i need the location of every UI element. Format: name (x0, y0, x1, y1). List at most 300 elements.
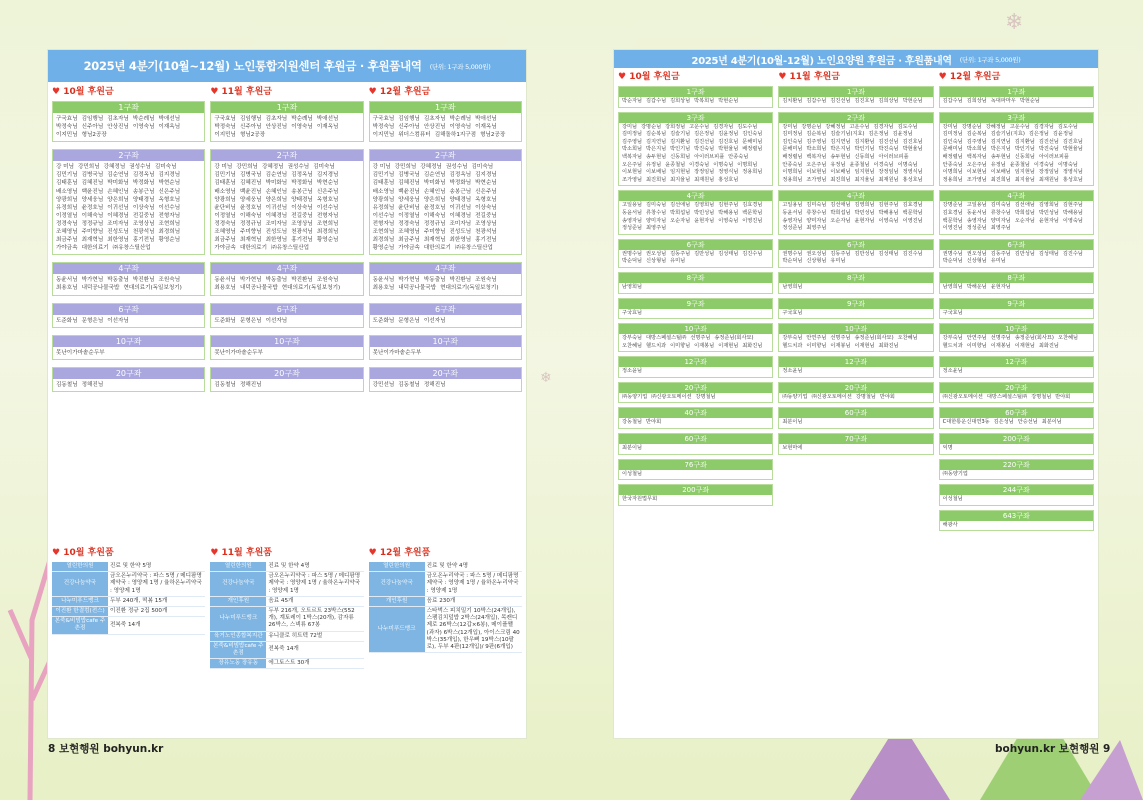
group-header: 12구좌 (619, 357, 772, 367)
donor-name: 현대의료기(독일보청기) (281, 285, 341, 292)
donor-name: 김미숙님 (471, 164, 494, 171)
donor-name: 안연주님 (806, 335, 827, 342)
group-header: 2구좌 (370, 150, 521, 161)
month-heading (210, 85, 363, 99)
donor-name: 김진수님 (742, 250, 763, 257)
donor-name: 박순덕님 (622, 258, 643, 265)
donor-name: 가야금속 (398, 245, 420, 252)
donor-name: 강 미님 (56, 164, 74, 171)
donor-name: 최재원님 (878, 176, 899, 183)
donor-name: 신은주님 (158, 188, 181, 195)
donor-name: 대한의료기 (423, 245, 451, 252)
donor-list (940, 250, 1093, 267)
donor-name: 최지율님 (1014, 176, 1035, 183)
donor-name: 김미숙님 (806, 202, 827, 209)
donor-name: 강민희님 (394, 164, 417, 171)
donor-name: 진성도님 (107, 229, 129, 236)
donor-name: 이지민님 (214, 132, 236, 139)
donor-name: 이영숙님 (878, 217, 899, 224)
group-header: 20구좌 (619, 383, 772, 393)
donor-name: 남영희님 (782, 283, 803, 290)
donor-list (940, 123, 1093, 186)
donor-name: 동윤서님 (622, 209, 643, 216)
donor-name: 정해진님 (81, 381, 104, 388)
donor-name: 김진호님 (718, 138, 739, 145)
group-header: 20구좌 (940, 383, 1093, 393)
group-header: 220구좌 (940, 460, 1093, 470)
donor-list (370, 347, 521, 359)
donor-group (778, 112, 933, 187)
donor-name: 이지민님 (56, 132, 78, 139)
donor-name: 정용희님 (742, 169, 763, 176)
donor-name: 정성준님 (782, 225, 803, 232)
group-header: 6구좌 (619, 240, 772, 250)
donor-name: 고일용님 (622, 202, 643, 209)
donor-name: 임지현님 (1014, 169, 1035, 176)
donor-name: 박정화님 (132, 180, 155, 187)
group-header: 643구좌 (940, 511, 1093, 521)
donor-name: 강미님 (782, 123, 798, 130)
donor-name: 박현순님 (1019, 98, 1040, 104)
donor-name: 강 미님 (372, 164, 391, 171)
donor-name: 신주아님 (81, 124, 104, 131)
donor-name: 최진희님 (830, 176, 851, 183)
donor-name: 최영주님 (646, 225, 667, 232)
donor-name: 최영주님 (806, 225, 827, 232)
group-header: 244구좌 (940, 485, 1093, 495)
donor-name: 이명희님 (782, 169, 803, 176)
donor-name: 정성준님 (966, 225, 987, 232)
heart-icon: ♥ (52, 87, 64, 97)
donor-name: 선명주님 (990, 335, 1011, 342)
donor-name: 신은주님 (316, 188, 339, 195)
donor-name: 김미숙님 (154, 164, 177, 171)
donor-group (939, 356, 1094, 378)
donor-name: 김만성님 (854, 250, 875, 257)
heart-icon: ♥ (210, 548, 222, 558)
donor-name: 최한영님 (107, 237, 129, 244)
donor-name: 이재봉님 (830, 342, 851, 349)
donor-list (940, 283, 1093, 293)
donor-name: 장정임님 (1038, 169, 1059, 176)
donor-list (619, 367, 772, 377)
donor-name: 강민선님 (372, 381, 395, 388)
donor-name: 조영상님 (475, 220, 497, 227)
month-label: 11월 후원금 (221, 87, 272, 97)
donor-name: 한국자원법무회 (622, 496, 658, 503)
donor-list (370, 161, 521, 254)
donor-name: 대한의료기 (81, 245, 109, 252)
goods-item: 스타벅스 피치밀기 10박스(24개입), 스팸김치덮밥 2박스(24개입), 목캔디 제로 26박스(12갑×6봉), 메이플쨀(과자) 6박스(12개입), 아이스크림 40박스(35개입), 한우뼈 19박스(10팔로), 두부 4판(12개입)/ 9판(6개입) (425, 607, 522, 653)
donor-name: 안종숙님 (942, 161, 963, 168)
donor-name: 이혜경님 (449, 212, 472, 219)
group-header: 9구좌 (619, 299, 772, 309)
donor-name: 박민성님 (854, 209, 875, 216)
donor-name: 이명희님 (942, 169, 963, 176)
donor-name: 박희섭님 (670, 209, 691, 216)
donor-group (369, 303, 522, 328)
donor-name: 김미정님 (782, 131, 803, 138)
donor-name: 김주영님 (806, 138, 827, 145)
donor-group (618, 484, 773, 506)
donor-name: 최경희님 (158, 229, 181, 236)
donor-name: 김은성님 (993, 419, 1014, 426)
donor-name: 김효경님 (742, 202, 763, 209)
donor-name: 이재현님 (1014, 342, 1035, 349)
donor-name: 김미정님 (942, 131, 963, 138)
donor-name: 김지환님 (670, 138, 691, 145)
donor-name: 이영숙님 (132, 124, 155, 131)
donor-name: 김인숙님 (942, 138, 963, 145)
donor-name: 이성철님 (942, 496, 963, 503)
donor-name: 강명철님 (695, 393, 716, 400)
donor-org: 열린한의원 (52, 562, 108, 572)
donor-name: 이해숙님 (423, 212, 446, 219)
group-header: 9구좌 (940, 299, 1093, 309)
group-header: 4구좌 (940, 191, 1093, 201)
group-header: 10구좌 (940, 324, 1093, 334)
donor-group (369, 335, 522, 360)
left-page (48, 50, 526, 738)
donor-name: 박현순님 (718, 98, 739, 104)
donor-group (939, 407, 1094, 429)
donor-list (619, 418, 772, 428)
donor-name: 이미향님 (670, 342, 691, 349)
donor-name: 주미향님 (81, 229, 104, 236)
donor-name: 조현희님 (158, 220, 181, 227)
donor-name: 김해돌하1지구점 (434, 132, 477, 139)
group-header: 1구좌 (370, 102, 521, 113)
donor-name: 박정숙님 (372, 124, 395, 131)
donor-name: 선명주님 (830, 335, 851, 342)
donor-group (939, 298, 1094, 320)
donor-name: 이명희님 (737, 161, 758, 168)
donor-name: 김혜진님 (81, 180, 104, 187)
donor-name: 정경숙님 (214, 220, 236, 227)
donor-name: 류창수님 (646, 209, 667, 216)
donor-name: 강민희님 (236, 164, 258, 171)
donor-name: 박진환님 (291, 277, 313, 284)
group-header: 8구좌 (940, 273, 1093, 283)
donor-name: 김지경님 (475, 172, 497, 179)
donor-name: 이영진님 (942, 225, 963, 232)
donor-name: 신주아님 (239, 124, 262, 131)
donor-name: 이귀선님 (449, 204, 472, 211)
donor-name: C대한통운신대연3동 (942, 419, 990, 426)
donor-name: 최지율님 (670, 176, 691, 183)
unit-note: (단위: 1구좌 5,000원) (959, 55, 1021, 64)
donor-name: 박정화님 (291, 180, 313, 187)
donor-name: 김미숙님 (646, 202, 667, 209)
donor-list (370, 274, 521, 294)
donor-list (779, 309, 932, 319)
donor-org: 열린한의원 (369, 562, 425, 572)
donor-name: 안승선님 (1017, 419, 1038, 426)
donor-name: 문형은님 (398, 317, 420, 324)
donor-name: 양은희님 (423, 196, 446, 203)
donor-name: 구국효님 (372, 116, 395, 122)
heart-icon: ♥ (368, 87, 380, 97)
donor-name: 김임행님 (81, 116, 104, 122)
donor-group (939, 459, 1094, 481)
donor-name: 윤종철님 (1009, 161, 1030, 168)
donor-name: 김윤정님 (718, 131, 739, 138)
goods-item: 두부 216개, 오트르트 23박스(552개), 계토레이 1박스(20개), 감자류 26박스, 스넥류 67봉 (266, 607, 363, 632)
donor-name: 권오성님 (966, 250, 987, 257)
donor-name: 백복자님 (966, 153, 987, 160)
goods-row (52, 562, 205, 572)
donor-name: 유미님 (670, 258, 686, 265)
month-column (210, 84, 363, 399)
donor-list (940, 444, 1093, 454)
donor-name: 이혜경님 (107, 212, 129, 219)
donor-list (370, 315, 521, 327)
group-header: 3구좌 (940, 113, 1093, 123)
donor-name: 양광희님 (372, 196, 395, 203)
title-text: 2025년 4분기(10월-12월) 노인요양원 후원금 · 후원품내역 (691, 55, 952, 67)
donor-list (940, 393, 1093, 403)
donor-name: 김은정님 (868, 131, 889, 138)
donor-name: 구국효님 (782, 309, 803, 316)
donor-name: ㈜유창스틸산업 (112, 245, 151, 252)
donor-group (618, 356, 773, 378)
donor-name: 이보배님 (990, 169, 1011, 176)
group-header: 4구좌 (53, 263, 204, 274)
donor-name: 김치환님 (782, 98, 803, 104)
donor-name: ㈜동양기업 (622, 393, 648, 400)
donor-name: 반야회 (879, 393, 895, 400)
donor-name: 아이러브피플 (878, 153, 909, 160)
donor-name: 홍성호님 (1062, 176, 1083, 183)
donor-list (779, 250, 932, 267)
footer-right: bohyun.kr 보현행원 9 (995, 743, 1111, 755)
donor-name: 박인기님 (670, 146, 691, 153)
donor-name: 김효경님 (942, 209, 963, 216)
goods-item: 음료 45개 (266, 596, 363, 606)
donor-name: 홍성호님 (718, 176, 739, 183)
donor-name: 이보배님 (646, 169, 667, 176)
donor-name: 박해운님 (966, 283, 987, 290)
donor-name: 박은지님 (990, 146, 1011, 153)
heart-icon: ♥ (618, 72, 630, 82)
donor-name: 못난이가마솥순두부 (372, 349, 422, 356)
goods-row (210, 607, 363, 632)
donor-name: 오찬혜님 (897, 335, 918, 342)
donor-name: 권명수님 (622, 250, 643, 257)
goods-item: 금오온누리약국 : 파스 5명 / 메디팜명제약국 : 영양제 1명 / 율하온누리약국 : 영양제 1명 (266, 572, 363, 597)
donor-name: 정정규님 (423, 220, 446, 227)
donor-name: 신상형님 (646, 258, 667, 265)
donor-group (778, 239, 933, 268)
donor-name: 박진숙님 (694, 146, 715, 153)
donor-name: 이영진님 (902, 217, 923, 224)
donor-name: 최지율님 (854, 176, 875, 183)
donor-list (940, 97, 1093, 107)
donor-name: 박인기님 (1014, 146, 1035, 153)
goods-row (210, 562, 363, 572)
donor-name: 김주영님 (622, 138, 643, 145)
donor-name: 형님2공장 (81, 132, 107, 139)
donor-name: ㈜신광오토메이션 (651, 393, 692, 400)
donor-name: 장정임님 (694, 169, 715, 176)
donor-name: 박복희님 (694, 98, 715, 104)
donor-name: 고일용님 (966, 202, 987, 209)
donor-list (619, 495, 772, 505)
donor-name: 최한영님 (265, 237, 288, 244)
goods-item: 진료 및 한약 5명 (108, 562, 205, 572)
donor-name: 오찬혜님 (1057, 335, 1078, 342)
donor-name: 박현율님 (902, 146, 923, 153)
donor-name: 김만성님 (694, 250, 715, 257)
donor-name: 조가영님 (622, 176, 643, 183)
donor-name: 권오성님 (646, 250, 667, 257)
goods-row (210, 631, 363, 641)
donor-name: 익명 (942, 445, 953, 452)
donor-name: 최재원님 (1038, 176, 1059, 183)
donor-name: 정경숙님 (56, 220, 78, 227)
donor-name: 윤종철님 (665, 161, 686, 168)
donor-name: 전길중님 (475, 212, 497, 219)
group-header: 3구좌 (619, 113, 772, 123)
donor-name: 고운수님 (849, 123, 870, 130)
heart-icon: ♥ (52, 548, 64, 558)
donor-name: 유정님 (990, 161, 1006, 168)
donor-name: 김진선님 (878, 138, 899, 145)
goods-column (369, 545, 522, 669)
donor-name: 김성태님 (1038, 250, 1059, 257)
group-header: 4구좌 (619, 191, 772, 201)
donor-name: 강명철님 (855, 393, 876, 400)
donor-name: 이해숙님 (239, 212, 262, 219)
goods-month-label: 10월 후원품 (63, 548, 114, 558)
group-header: 8구좌 (619, 273, 772, 283)
donor-name: 김민기님 (56, 172, 78, 179)
donor-list (779, 418, 932, 428)
donor-name: 정소윤님 (622, 368, 643, 375)
donor-name: 이영숙님 (291, 124, 313, 131)
money-columns (52, 84, 522, 399)
donor-list (779, 201, 932, 233)
donor-list (619, 283, 772, 293)
donor-org: 본죽&비빔밥cafe 주촌점 (52, 617, 108, 634)
donor-list (619, 470, 772, 480)
donor-name: 박미화님 (423, 180, 446, 187)
goods-columns (52, 545, 522, 669)
donor-name: 정용희님 (782, 176, 803, 183)
donor-name: 정영식님 (902, 169, 923, 176)
donor-name: 최재혁님 (81, 237, 104, 244)
donor-name: 김슬기님(지효) (830, 131, 865, 138)
donor-name: 진성도님 (265, 229, 288, 236)
donor-name: 김은정님 (1028, 131, 1049, 138)
donor-name: 김정옥님 (291, 172, 313, 179)
donor-name: 이재옥님 (158, 124, 181, 131)
donor-name: 송봉근님 (291, 188, 313, 195)
donor-name: 권명수님 (942, 250, 963, 257)
donor-name: 신은주님 (475, 188, 497, 195)
donor-name: 김임행님 (398, 116, 420, 122)
donor-name: 권명수님 (782, 250, 803, 257)
donor-group (210, 367, 363, 392)
donor-list (370, 379, 521, 391)
donor-name: 이명숙님 (713, 161, 734, 168)
goods-item: 진료 및 한약 4명 (425, 562, 522, 572)
donor-name: 주미향님 (423, 229, 446, 236)
donor-name: 송정준님(회사묘) (714, 335, 754, 342)
donor-list (53, 379, 204, 391)
donor-name: 천광석님 (475, 229, 497, 236)
donor-name: 배정렬님 (942, 153, 963, 160)
donor-name: 이영진님 (742, 217, 763, 224)
donor-name: 구국효님 (942, 309, 963, 316)
donor-name: 유정님 (830, 161, 846, 168)
donor-name: 보현마에 (782, 445, 803, 452)
donor-name: 동윤서님 (214, 277, 236, 284)
donor-name: 백윤진님 (398, 188, 420, 195)
donor-name: 오순자님 (670, 217, 691, 224)
donor-name: 오은주님 (966, 161, 987, 168)
donor-list (940, 367, 1093, 377)
donor-name: 신동희님 (670, 153, 691, 160)
donor-name: 주미향님 (239, 229, 262, 236)
goods-heading (369, 546, 522, 560)
donor-name: 권성수님 (287, 164, 310, 171)
donor-name: 김성태님 (878, 250, 899, 257)
donor-list (779, 97, 932, 107)
donor-name: 문형은님 (81, 317, 104, 324)
donor-name: ㈜동양기업 (942, 470, 968, 477)
donor-name: 윤현자님 (1038, 217, 1059, 224)
heart-icon: ♥ (938, 72, 950, 82)
donor-name: 안종숙님 (728, 153, 749, 160)
donor-name: 김성태님 (718, 250, 739, 257)
month-column (939, 69, 1094, 535)
donor-name: 송영자님 (622, 217, 643, 224)
group-header: 10구좌 (211, 336, 362, 347)
donor-name: 김희상님 (966, 98, 987, 104)
donor-name: 손혜인님 (107, 188, 129, 195)
donor-name: 도준화님 (372, 317, 395, 324)
group-header: 60구좌 (619, 434, 772, 444)
donor-name: 박해용님 (1062, 209, 1083, 216)
donor-name: 정정규님 (81, 220, 104, 227)
donor-list (940, 334, 1093, 351)
title-text: 2025년 4분기(10월~12월) 노인통합지원센터 후원금 · 후원품내역 (83, 59, 422, 73)
group-header: 6구좌 (211, 304, 362, 315)
month-label: 12월 후원금 (949, 72, 1001, 82)
donor-name: 김슬기님 (670, 131, 691, 138)
donor-name: 박순덕님 (782, 258, 803, 265)
donor-group (369, 101, 522, 142)
donor-name: 김경자님 (713, 123, 734, 130)
donor-name: 황영순님 (372, 245, 395, 252)
donor-name: 조혜영님 (56, 229, 78, 236)
donor-group (52, 149, 205, 255)
donor-name: 김도수님 (1057, 123, 1078, 130)
donor-org: 개인후원 (369, 596, 425, 606)
donor-name: 강민희님 (78, 164, 100, 171)
donor-name: 정정규님 (239, 220, 262, 227)
donor-name: 김만성님 (1014, 250, 1035, 257)
donor-name: 윤정호님 (81, 204, 104, 211)
donor-list (619, 393, 772, 403)
month-label: 10월 후원금 (63, 87, 114, 97)
donor-group (52, 101, 205, 142)
donor-name: 배정렬님 (742, 146, 763, 153)
goods-item: 유니클로 히트텍 72벌 (266, 631, 363, 641)
donor-name: 김초자님 (107, 116, 129, 122)
goods-item: 진료 및 한약 4명 (266, 562, 363, 572)
